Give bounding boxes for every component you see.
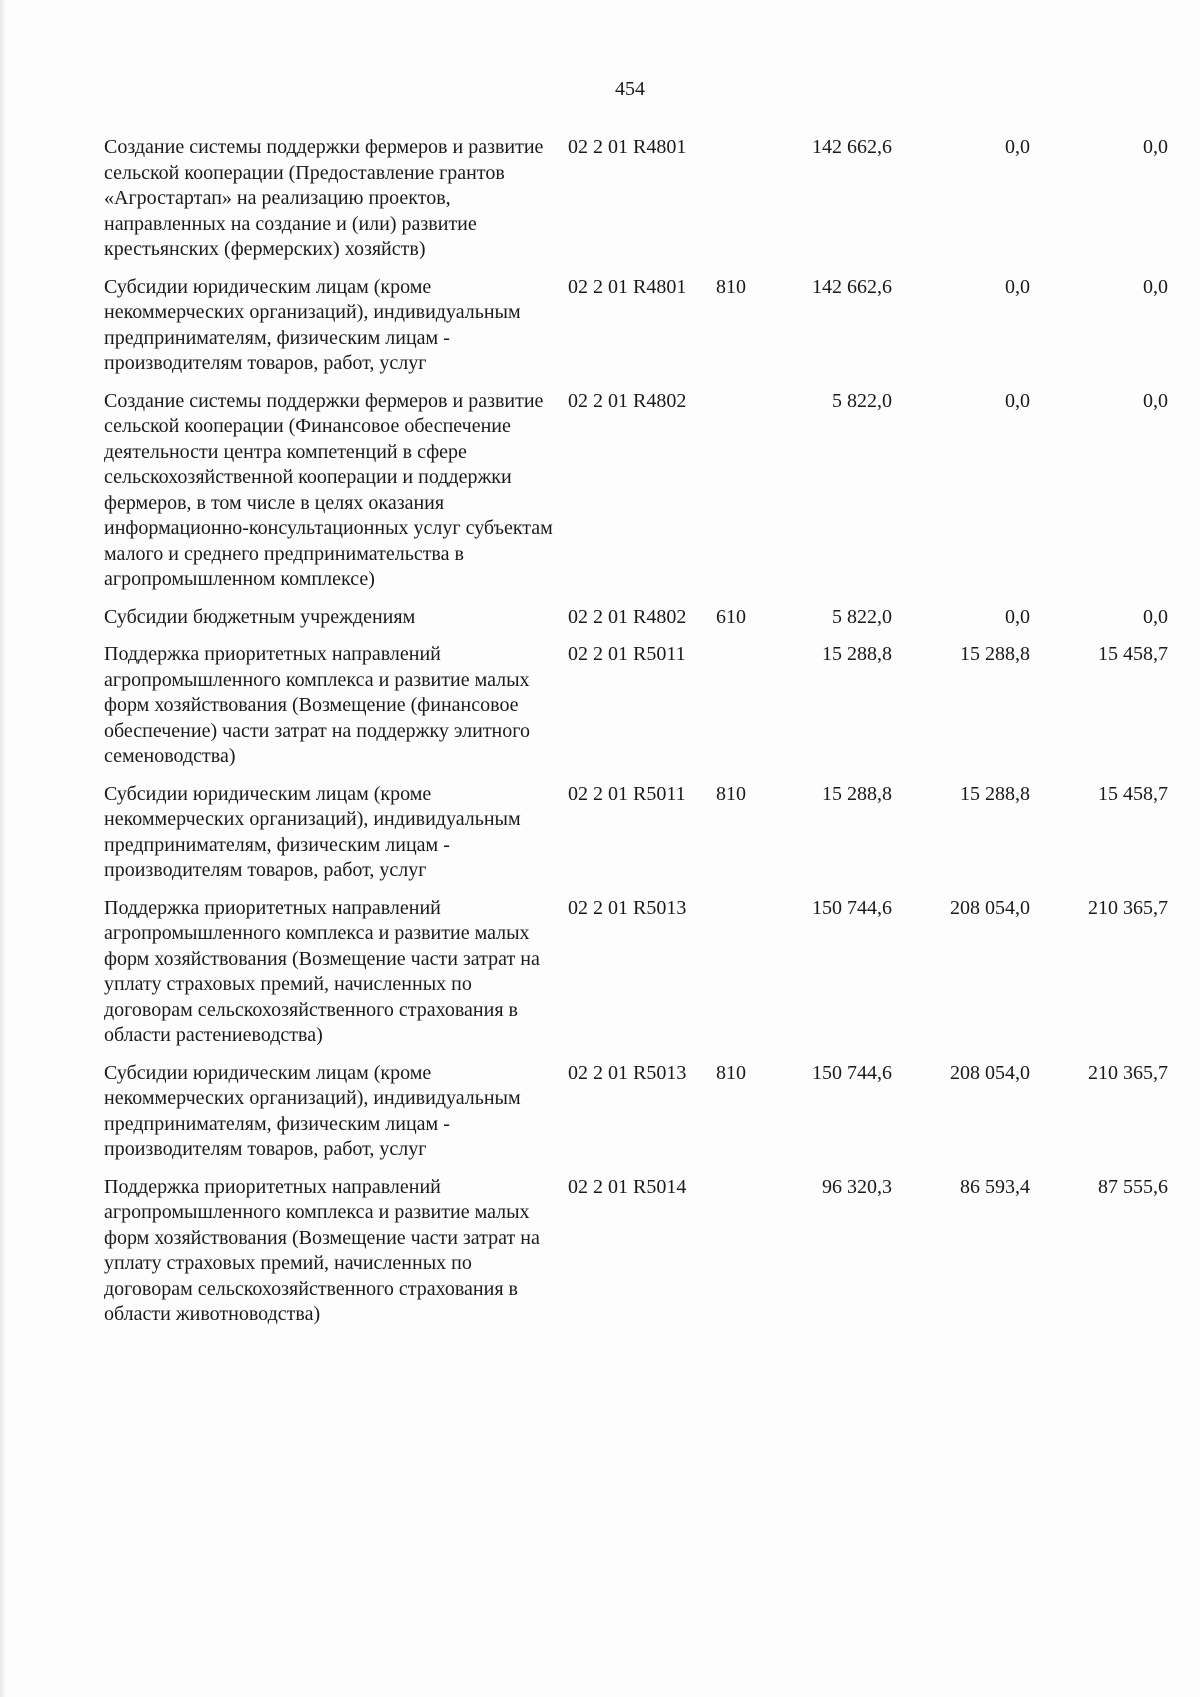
table-row	[104, 389, 1170, 593]
row-value-1: 5 822,0	[832, 389, 892, 412]
row-value-1: 150 744,6	[812, 896, 892, 919]
row-name: Субсидии юридическим лицам (кроме некоммерческих организаций), индивидуальным предпринимателям, физическим лицам - производителям товаров, работ, услуг	[104, 782, 521, 881]
table-row	[104, 896, 1170, 1049]
row-value-3: 0,0	[1143, 389, 1168, 412]
row-value-3: 87 555,6	[1098, 1175, 1168, 1198]
row-value-2: 208 054,0	[950, 1061, 1030, 1084]
row-value-2: 0,0	[1005, 136, 1030, 158]
row-expense-type: 810	[716, 1061, 746, 1084]
row-value-2: 0,0	[1005, 389, 1030, 412]
row-code: 02 2 01 R5013	[568, 896, 687, 919]
row-value-3: 0,0	[1143, 136, 1168, 158]
row-value-1: 142 662,6	[812, 136, 892, 158]
row-name: Субсидии бюджетным учреждениям	[104, 605, 416, 628]
row-value-1: 15 288,8	[822, 782, 892, 805]
row-value-3: 0,0	[1143, 605, 1168, 628]
row-value-2: 208 054,0	[950, 896, 1030, 919]
row-value-1: 96 320,3	[822, 1175, 892, 1198]
row-name: Создание системы поддержки фермеров и развитие сельской кооперации (Предоставление грантов «Агростартап» на реализацию проектов, направленных на создание и (или) развитие крестьянских (фермерских) хозяйств)	[104, 136, 544, 260]
row-name: Поддержка приоритетных направлений агропромышленного комплекса и развитие малых форм хозяйствования (Возмещение части затрат на уплату страховых премий, начисленных по договорам сельскохозяйственного страхования в области растениеводства)	[104, 896, 540, 1046]
row-code: 02 2 01 R4801	[568, 136, 687, 158]
row-value-2: 15 288,8	[960, 782, 1030, 805]
row-name: Создание системы поддержки фермеров и развитие сельской кооперации (Финансовое обеспечение деятельности центра компетенций в сфере сельскохозяйственной кооперации и поддержки фермеров, в том числе в целях оказания информационно-консультационных услуг субъектам малого и среднего предпринимательства в агропромышленном комплексе)	[104, 389, 553, 590]
table-row	[104, 642, 1170, 770]
row-value-3: 0,0	[1143, 275, 1168, 298]
row-name: Поддержка приоритетных направлений агропромышленного комплекса и развитие малых форм хозяйствования (Возмещение части затрат на уплату страховых премий, начисленных по договорам сельскохозяйственного страхования в области животноводства)	[104, 1175, 540, 1325]
row-code: 02 2 01 R4801	[568, 275, 687, 298]
row-value-2: 15 288,8	[960, 643, 1030, 665]
row-value-3: 210 365,7	[1088, 896, 1168, 919]
table-row	[104, 135, 1170, 263]
page-number: 454	[615, 78, 645, 100]
row-value-3: 15 458,7	[1098, 643, 1168, 665]
row-value-1: 150 744,6	[812, 1061, 892, 1084]
table-row	[104, 782, 1170, 884]
row-expense-type: 810	[716, 275, 746, 298]
table-row	[104, 275, 1170, 377]
row-value-3: 15 458,7	[1098, 782, 1168, 805]
row-value-2: 0,0	[1005, 275, 1030, 298]
row-value-1: 15 288,8	[822, 643, 892, 665]
table-row	[104, 605, 1170, 631]
row-code: 02 2 01 R5011	[568, 643, 686, 665]
row-code: 02 2 01 R4802	[568, 389, 687, 412]
table-row	[104, 1175, 1170, 1328]
table-row	[104, 1061, 1170, 1163]
row-code: 02 2 01 R4802	[568, 605, 687, 628]
scan-edge-shadow	[0, 0, 6, 1697]
row-code: 02 2 01 R5013	[568, 1061, 687, 1084]
row-value-2: 0,0	[1005, 605, 1030, 628]
row-value-3: 210 365,7	[1088, 1061, 1168, 1084]
row-name: Поддержка приоритетных направлений агропромышленного комплекса и развитие малых форм хозяйствования (Возмещение (финансовое обеспечение) части затрат на поддержку элитного семеноводства)	[104, 643, 530, 767]
row-expense-type: 610	[716, 605, 746, 628]
row-name: Субсидии юридическим лицам (кроме некоммерческих организаций), индивидуальным предпринимателям, физическим лицам - производителям товаров, работ, услуг	[104, 1061, 521, 1160]
row-value-2: 86 593,4	[960, 1175, 1030, 1198]
row-value-1: 142 662,6	[812, 275, 892, 298]
row-code: 02 2 01 R5011	[568, 782, 686, 805]
row-code: 02 2 01 R5014	[568, 1175, 687, 1198]
row-value-1: 5 822,0	[832, 605, 892, 628]
row-expense-type: 810	[716, 782, 746, 805]
row-name: Субсидии юридическим лицам (кроме некоммерческих организаций), индивидуальным предпринимателям, физическим лицам - производителям товаров, работ, услуг	[104, 275, 521, 374]
budget-table	[104, 135, 1170, 1340]
